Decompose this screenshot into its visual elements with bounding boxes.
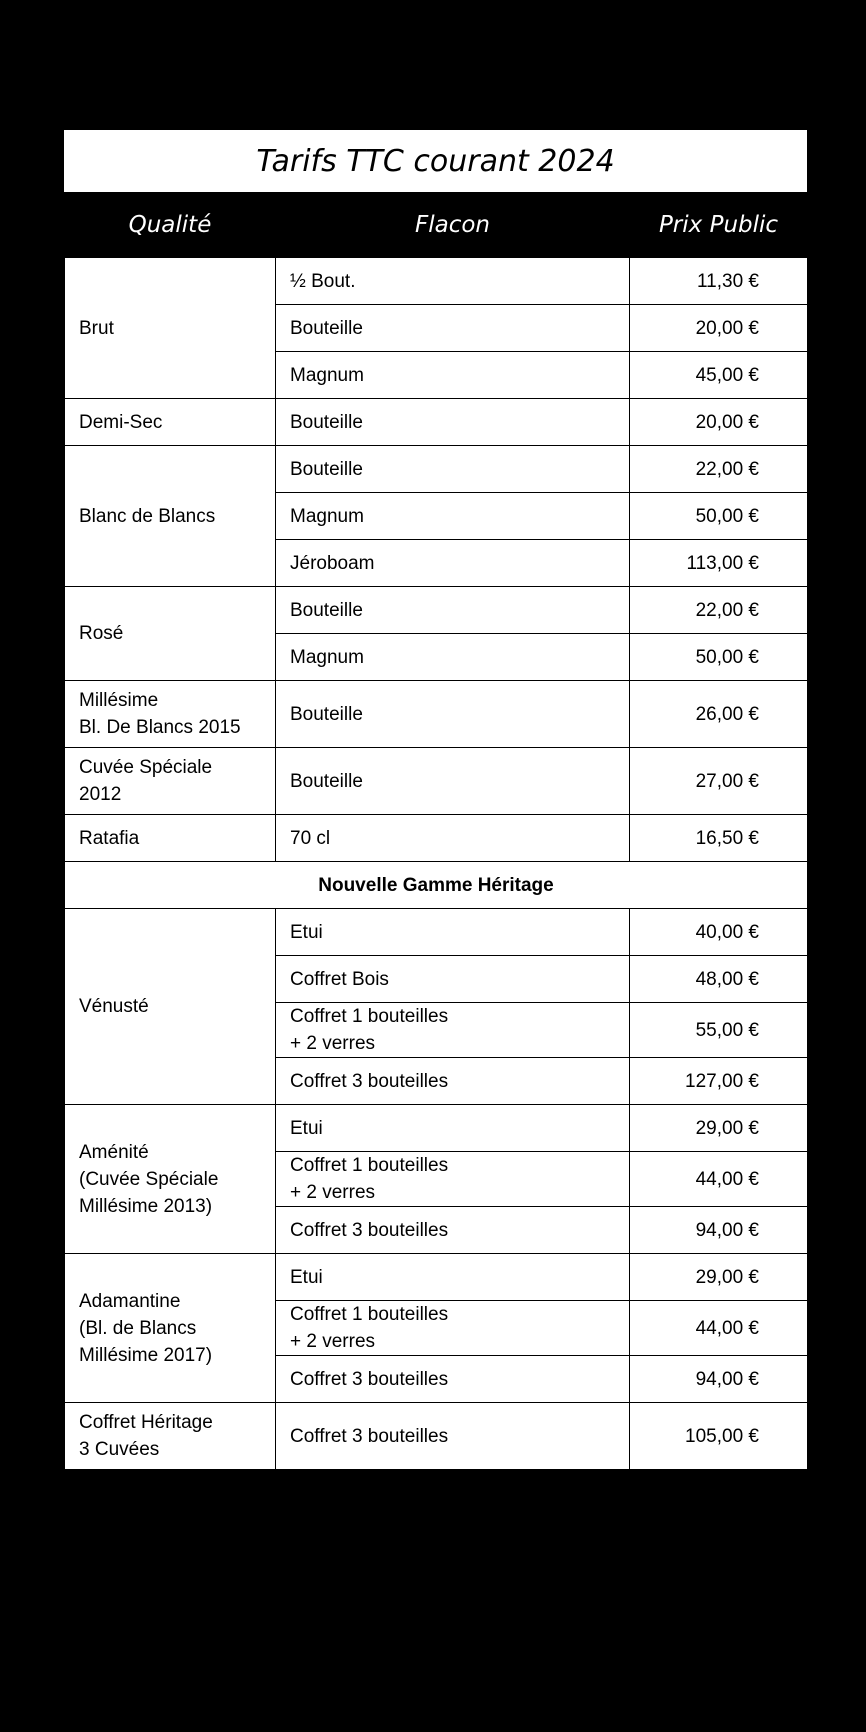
price-cell: 127,00 € [630, 1058, 808, 1105]
table-row [65, 909, 808, 956]
flacon-cell: Coffret 1 bouteilles + 2 verres [276, 1003, 630, 1058]
flacon-cell: Coffret 3 bouteilles [276, 1403, 630, 1470]
flacon-cell: Magnum [276, 634, 630, 681]
flacon-cell: Bouteille [276, 681, 630, 748]
table-row [65, 748, 808, 815]
price-cell: 22,00 € [630, 446, 808, 493]
header-quality: Qualité [65, 192, 276, 258]
quality-cell: Brut [65, 258, 276, 399]
table-row [65, 258, 808, 305]
price-cell: 94,00 € [630, 1207, 808, 1254]
classic-range-body [65, 258, 808, 862]
price-table [64, 192, 808, 1470]
flacon-cell: Magnum [276, 352, 630, 399]
quality-cell: Coffret Héritage 3 Cuvées [65, 1403, 276, 1470]
quality-cell: Aménité (Cuvée Spéciale Millésime 2013) [65, 1105, 276, 1254]
flacon-cell: 70 cl [276, 815, 630, 862]
table-row [65, 587, 808, 634]
price-cell: 55,00 € [630, 1003, 808, 1058]
flacon-cell: Bouteille [276, 305, 630, 352]
price-cell: 50,00 € [630, 493, 808, 540]
price-cell: 40,00 € [630, 909, 808, 956]
flacon-cell: Jéroboam [276, 540, 630, 587]
price-cell: 16,50 € [630, 815, 808, 862]
flacon-cell: Etui [276, 1105, 630, 1152]
quality-cell: Rosé [65, 587, 276, 681]
section-heading: Nouvelle Gamme Héritage [65, 862, 808, 909]
price-cell: 45,00 € [630, 352, 808, 399]
price-cell: 50,00 € [630, 634, 808, 681]
price-cell: 44,00 € [630, 1301, 808, 1356]
price-cell: 26,00 € [630, 681, 808, 748]
price-cell: 29,00 € [630, 1254, 808, 1301]
flacon-cell: Etui [276, 1254, 630, 1301]
quality-cell: Cuvée Spéciale 2012 [65, 748, 276, 815]
flacon-cell: Bouteille [276, 399, 630, 446]
price-cell: 105,00 € [630, 1403, 808, 1470]
flacon-cell: Bouteille [276, 587, 630, 634]
quality-cell: Blanc de Blancs [65, 446, 276, 587]
price-cell: 44,00 € [630, 1152, 808, 1207]
price-cell: 94,00 € [630, 1356, 808, 1403]
table-header-row [65, 192, 808, 258]
price-cell: 20,00 € [630, 305, 808, 352]
price-cell: 11,30 € [630, 258, 808, 305]
flacon-cell: ½ Bout. [276, 258, 630, 305]
section-heading-row [65, 862, 808, 909]
flacon-cell: Coffret 1 bouteilles + 2 verres [276, 1301, 630, 1356]
price-cell: 48,00 € [630, 956, 808, 1003]
section-heading-body [65, 862, 808, 909]
page-title: Tarifs TTC courant 2024 [64, 130, 807, 192]
table-row [65, 815, 808, 862]
table-row [65, 1254, 808, 1301]
price-cell: 29,00 € [630, 1105, 808, 1152]
flacon-cell: Coffret 3 bouteilles [276, 1207, 630, 1254]
flacon-cell: Coffret 3 bouteilles [276, 1058, 630, 1105]
price-cell: 27,00 € [630, 748, 808, 815]
price-list-sheet [64, 130, 807, 1470]
flacon-cell: Bouteille [276, 748, 630, 815]
quality-cell: Ratafia [65, 815, 276, 862]
flacon-cell: Coffret 1 bouteilles + 2 verres [276, 1152, 630, 1207]
table-row [65, 399, 808, 446]
table-row [65, 1105, 808, 1152]
quality-cell: Millésime Bl. De Blancs 2015 [65, 681, 276, 748]
price-cell: 20,00 € [630, 399, 808, 446]
price-cell: 113,00 € [630, 540, 808, 587]
table-row [65, 681, 808, 748]
header-flacon: Flacon [276, 192, 630, 258]
price-cell: 22,00 € [630, 587, 808, 634]
flacon-cell: Etui [276, 909, 630, 956]
quality-cell: Adamantine (Bl. de Blancs Millésime 2017) [65, 1254, 276, 1403]
table-row [65, 1403, 808, 1470]
flacon-cell: Coffret Bois [276, 956, 630, 1003]
heritage-range-body [65, 909, 808, 1470]
flacon-cell: Magnum [276, 493, 630, 540]
header-price: Prix Public [630, 192, 808, 258]
quality-cell: Demi-Sec [65, 399, 276, 446]
table-row [65, 446, 808, 493]
flacon-cell: Coffret 3 bouteilles [276, 1356, 630, 1403]
flacon-cell: Bouteille [276, 446, 630, 493]
quality-cell: Vénusté [65, 909, 276, 1105]
